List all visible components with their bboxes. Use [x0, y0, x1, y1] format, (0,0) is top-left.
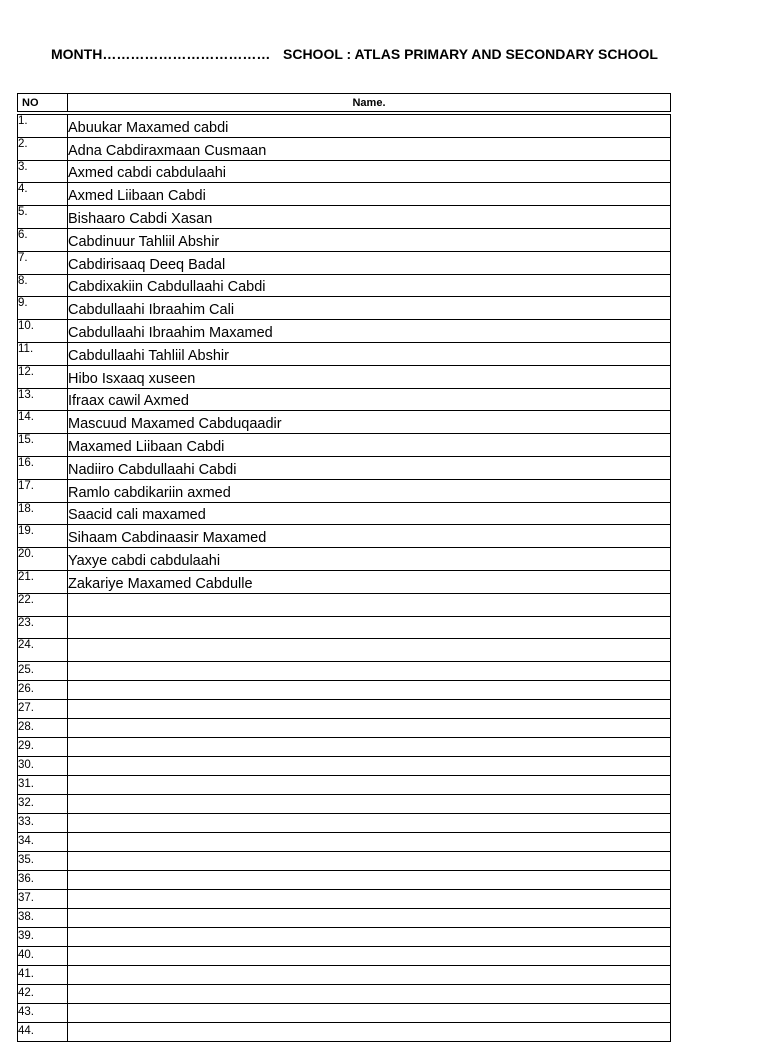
table-row: [18, 411, 671, 434]
row-number: 25.: [18, 662, 68, 681]
table-row: [18, 1023, 671, 1042]
row-number: 15.: [18, 434, 68, 457]
student-name: Cabdullaahi Ibraahim Maxamed: [68, 320, 671, 343]
table-row: [18, 795, 671, 814]
student-name: Axmed cabdi cabdulaahi: [68, 160, 671, 183]
table-row: [18, 342, 671, 365]
student-name: [68, 757, 671, 776]
school-label: SCHOOL : ATLAS PRIMARY AND SECONDARY SCHOOL: [283, 46, 658, 62]
student-name: Cabdinuur Tahliil Abshir: [68, 228, 671, 251]
student-name: Sihaam Cabdinaasir Maxamed: [68, 525, 671, 548]
month-label: MONTH………………………………: [51, 46, 271, 62]
table-row: [18, 947, 671, 966]
row-number: 9.: [18, 297, 68, 320]
row-number: 43.: [18, 1004, 68, 1023]
table-row: [18, 909, 671, 928]
student-name: Maxamed Liibaan Cabdi: [68, 434, 671, 457]
student-name: [68, 890, 671, 909]
row-number: 34.: [18, 833, 68, 852]
table-row: [18, 871, 671, 890]
student-name: [68, 738, 671, 757]
table-row: [18, 738, 671, 757]
student-name: [68, 928, 671, 947]
table-row: [18, 251, 671, 274]
table-row: [18, 160, 671, 183]
table-row: [18, 297, 671, 320]
row-number: 24.: [18, 639, 68, 662]
student-name: Ramlo cabdikariin axmed: [68, 479, 671, 502]
table-row: [18, 228, 671, 251]
row-number: 7.: [18, 251, 68, 274]
student-name: Mascuud Maxamed Cabduqaadir: [68, 411, 671, 434]
row-number: 17.: [18, 479, 68, 502]
student-name: Hibo Isxaaq xuseen: [68, 365, 671, 388]
student-name: [68, 833, 671, 852]
student-name: [68, 719, 671, 738]
row-number: 18.: [18, 502, 68, 525]
table-row: [18, 662, 671, 681]
row-number: 3.: [18, 160, 68, 183]
table-row: [18, 681, 671, 700]
row-number: 27.: [18, 700, 68, 719]
table-row: [18, 570, 671, 593]
table-row: [18, 1004, 671, 1023]
row-number: 35.: [18, 852, 68, 871]
student-name: Adna Cabdiraxmaan Cusmaan: [68, 137, 671, 160]
table-row: [18, 525, 671, 548]
table-row: [18, 852, 671, 871]
table-row: [18, 776, 671, 795]
row-number: 37.: [18, 890, 68, 909]
student-name: [68, 909, 671, 928]
student-name: Zakariye Maxamed Cabdulle: [68, 570, 671, 593]
table-body: [18, 113, 671, 1042]
table-row: [18, 183, 671, 206]
student-name: [68, 871, 671, 890]
row-number: 21.: [18, 570, 68, 593]
row-number: 26.: [18, 681, 68, 700]
table-row: [18, 434, 671, 457]
student-name: [68, 639, 671, 662]
student-name: [68, 947, 671, 966]
table-row: [18, 365, 671, 388]
student-name: [68, 776, 671, 795]
row-number: 19.: [18, 525, 68, 548]
row-number: 2.: [18, 137, 68, 160]
row-number: 44.: [18, 1023, 68, 1042]
table-row: [18, 814, 671, 833]
table-header: [18, 94, 671, 114]
column-header-name: Name.: [68, 94, 671, 114]
header-row: [18, 94, 671, 114]
table-row: [18, 320, 671, 343]
row-number: 6.: [18, 228, 68, 251]
table-row: [18, 456, 671, 479]
table-row: [18, 966, 671, 985]
student-name: Cabdullaahi Tahliil Abshir: [68, 342, 671, 365]
table-row: [18, 616, 671, 639]
row-number: 41.: [18, 966, 68, 985]
column-header-no: NO: [18, 94, 68, 114]
student-name: Bishaaro Cabdi Xasan: [68, 206, 671, 229]
row-number: 39.: [18, 928, 68, 947]
table-row: [18, 388, 671, 411]
table-row: [18, 206, 671, 229]
student-name: [68, 1023, 671, 1042]
student-name: [68, 814, 671, 833]
student-name: Cabdirisaaq Deeq Badal: [68, 251, 671, 274]
row-number: 8.: [18, 274, 68, 297]
student-name: [68, 616, 671, 639]
student-name: Saacid cali maxamed: [68, 502, 671, 525]
student-name: [68, 795, 671, 814]
student-name: Cabdullaahi Ibraahim Cali: [68, 297, 671, 320]
student-name: Yaxye cabdi cabdulaahi: [68, 548, 671, 571]
table-row: [18, 833, 671, 852]
student-name: Cabdixakiin Cabdullaahi Cabdi: [68, 274, 671, 297]
row-number: 10.: [18, 320, 68, 343]
table-row: [18, 113, 671, 137]
row-number: 32.: [18, 795, 68, 814]
row-number: 14.: [18, 411, 68, 434]
row-number: 36.: [18, 871, 68, 890]
row-number: 11.: [18, 342, 68, 365]
row-number: 23.: [18, 616, 68, 639]
row-number: 38.: [18, 909, 68, 928]
table-row: [18, 593, 671, 616]
table-row: [18, 502, 671, 525]
row-number: 13.: [18, 388, 68, 411]
row-number: 1.: [18, 113, 68, 137]
student-name: Axmed Liibaan Cabdi: [68, 183, 671, 206]
student-name: [68, 1004, 671, 1023]
table-row: [18, 479, 671, 502]
table-row: [18, 890, 671, 909]
student-name: [68, 593, 671, 616]
row-number: 42.: [18, 985, 68, 1004]
student-name: [68, 852, 671, 871]
student-name: [68, 966, 671, 985]
row-number: 29.: [18, 738, 68, 757]
student-name: [68, 662, 671, 681]
table-row: [18, 137, 671, 160]
student-name: [68, 700, 671, 719]
row-number: 30.: [18, 757, 68, 776]
row-number: 22.: [18, 593, 68, 616]
row-number: 33.: [18, 814, 68, 833]
row-number: 28.: [18, 719, 68, 738]
table-row: [18, 757, 671, 776]
table-row: [18, 639, 671, 662]
table-row: [18, 985, 671, 1004]
student-name: Ifraax cawil Axmed: [68, 388, 671, 411]
row-number: 5.: [18, 206, 68, 229]
student-name: [68, 985, 671, 1004]
row-number: 4.: [18, 183, 68, 206]
document-header: [0, 46, 768, 66]
student-name: Abuukar Maxamed cabdi: [68, 113, 671, 137]
student-name: Nadiiro Cabdullaahi Cabdi: [68, 456, 671, 479]
table-row: [18, 700, 671, 719]
table-row: [18, 928, 671, 947]
row-number: 20.: [18, 548, 68, 571]
table-row: [18, 274, 671, 297]
row-number: 31.: [18, 776, 68, 795]
row-number: 16.: [18, 456, 68, 479]
row-number: 40.: [18, 947, 68, 966]
student-roster-table: [17, 93, 671, 1042]
table-row: [18, 719, 671, 738]
table-row: [18, 548, 671, 571]
row-number: 12.: [18, 365, 68, 388]
student-name: [68, 681, 671, 700]
